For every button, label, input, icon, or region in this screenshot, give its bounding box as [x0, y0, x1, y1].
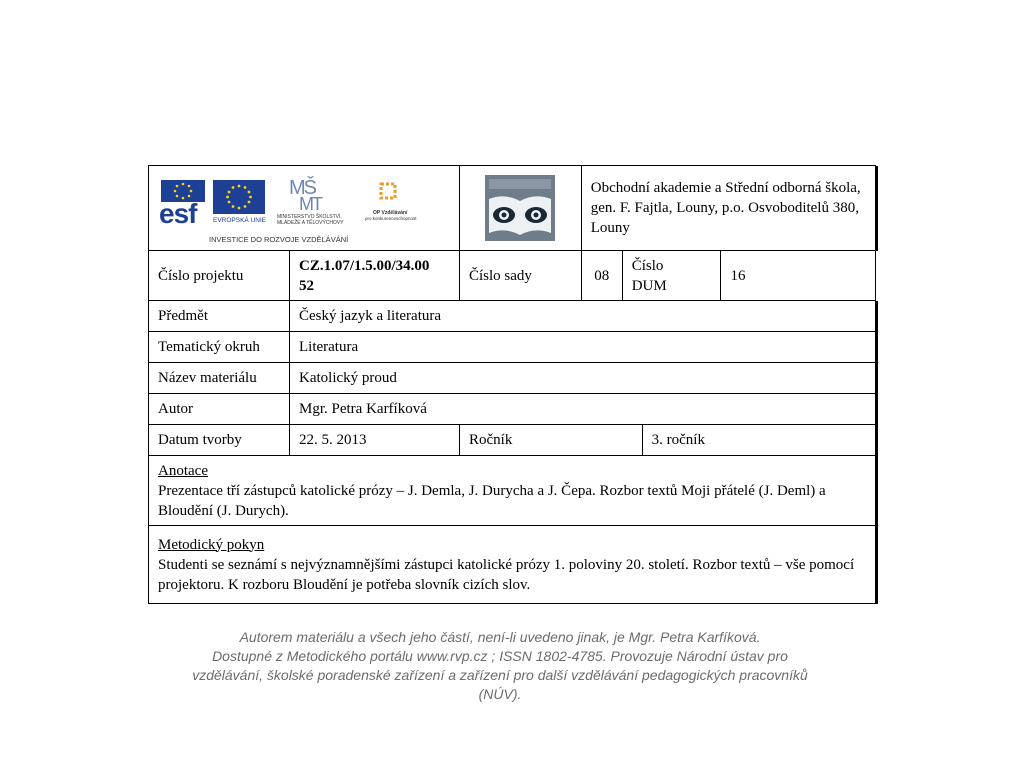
svg-text:MT: MT	[299, 194, 321, 214]
esf-logo-icon	[159, 180, 205, 229]
nazev-materialu-value-cell	[290, 363, 876, 394]
footer-line-3: vzdělávání, školské poradenské zařízení a zařízení pro další vzdělávání pedagogických pracovníků	[192, 667, 808, 683]
predmet-label: Předmět	[158, 308, 208, 324]
nazev-materialu-label-cell	[149, 363, 290, 394]
footer-line-2: Dostupné z Metodického portálu www.rvp.cz ; ISSN 1802-4785. Provozuje Národní ústav pro	[212, 648, 788, 664]
autor-row	[149, 394, 876, 425]
metodicky-pokyn-row	[149, 526, 876, 604]
school-logo-cell	[460, 166, 582, 251]
anotace-row	[149, 456, 876, 526]
predmet-label-cell	[149, 301, 290, 332]
tematicky-okruh-value: Literatura	[299, 339, 359, 355]
datum-tvorby-label: Datum tvorby	[158, 432, 242, 448]
svg-text:MINISTERSTVO ŠKOLSTVÍ,: MINISTERSTVO ŠKOLSTVÍ,	[277, 214, 342, 220]
cislo-sady-value-cell	[581, 251, 622, 301]
metodicky-pokyn-label: Metodický pokyn	[158, 536, 265, 553]
school-name: Obchodní akademie a Střední odborná škola, gen. F. Fajtla, Louny, p.o. Osvoboditelů 380, Louny	[590, 180, 861, 236]
anotace-label: Anotace	[158, 462, 208, 479]
datum-tvorby-row	[149, 425, 876, 456]
cislo-dum-label-cell	[622, 251, 721, 301]
rocnik-label-cell	[460, 425, 643, 456]
cislo-dum-label-line1: Číslo	[631, 257, 664, 274]
datum-tvorby-value: 22. 5. 2013	[299, 432, 367, 448]
autor-value: Mgr. Petra Karfíková	[299, 401, 427, 417]
rocnik-value-cell	[642, 425, 875, 456]
metadata-table	[148, 165, 876, 604]
svg-text:MŠ: MŠ	[289, 177, 315, 199]
project-row	[149, 251, 876, 301]
svg-text:EVROPSKÁ UNIE: EVROPSKÁ UNIE	[213, 217, 267, 224]
nazev-materialu-value: Katolický proud	[299, 370, 397, 386]
nazev-materialu-label: Název materiálu	[158, 370, 257, 386]
svg-text:OP Vzdělávání: OP Vzdělávání	[373, 210, 408, 216]
cislo-projektu-label: Číslo projektu	[158, 267, 244, 284]
tematicky-okruh-label: Tematický okruh	[158, 339, 260, 355]
tematicky-okruh-value-cell	[290, 332, 876, 363]
rocnik-value: 3. ročník	[651, 432, 705, 448]
predmet-value: Český jazyk a literatura	[299, 308, 442, 324]
school-logo-icon	[485, 175, 555, 241]
msmt-logo-icon	[277, 176, 344, 226]
footer-credits	[150, 628, 850, 704]
investice-text: INVESTICE DO ROZVOJE VZDĚLÁVÁNÍ	[209, 235, 349, 244]
svg-text:MLÁDEŽE A TĚLOVÝCHOVY: MLÁDEŽE A TĚLOVÝCHOVY	[277, 220, 344, 226]
cislo-projektu-value-line2: 52	[299, 277, 314, 294]
anotace-text: Prezentace tří zástupců katolické prózy – J. Demla, J. Durycha a J. Čepa. Rozbor textů Moji přátelé (J. Deml) a Bloudění (J. Durych).	[158, 482, 826, 519]
metodicky-pokyn-cell	[149, 526, 876, 604]
tematicky-okruh-row	[149, 332, 876, 363]
cislo-sady-value: 08	[594, 267, 610, 284]
cislo-dum-label-line2: DUM	[631, 277, 667, 294]
cislo-projektu-label-cell	[149, 251, 290, 301]
cislo-sady-label: Číslo sady	[469, 267, 532, 284]
eu-logo-strip-cell	[149, 166, 460, 251]
predmet-value-cell	[290, 301, 876, 332]
eu-flag-icon	[213, 180, 267, 224]
op-logo-icon	[365, 184, 417, 221]
eu-logo-strip	[149, 166, 459, 250]
svg-text:pro konkurenceschopnost: pro konkurenceschopnost	[365, 216, 417, 221]
autor-value-cell	[290, 394, 876, 425]
autor-label-cell	[149, 394, 290, 425]
footer-line-1: Autorem materiálu a všech jeho částí, není-li uvedeno jinak, je Mgr. Petra Karfíková.	[239, 629, 761, 645]
predmet-row	[149, 301, 876, 332]
eu-logos-image	[149, 166, 449, 250]
nazev-materialu-row	[149, 363, 876, 394]
svg-text:esf: esf	[159, 198, 197, 229]
cislo-dum-value-cell	[721, 251, 876, 301]
school-name-cell	[581, 166, 875, 251]
cislo-projektu-value-line1: CZ.1.07/1.5.00/34.00	[299, 257, 430, 274]
cislo-projektu-value-cell	[290, 251, 460, 301]
metodicky-pokyn-text: Studenti se seznámí s nejvýznamnějšími zástupci katolické prózy 1. poloviny 20. století. Rozbor textů – vše pomocí projektoru. K rozboru Bloudění je potřeba slovník cizích slov.	[158, 556, 855, 593]
cislo-sady-label-cell	[460, 251, 582, 301]
tematicky-okruh-label-cell	[149, 332, 290, 363]
header-row	[149, 166, 876, 251]
footer-line-4: (NÚV).	[478, 686, 522, 702]
rocnik-label: Ročník	[469, 432, 513, 448]
datum-tvorby-label-cell	[149, 425, 290, 456]
anotace-cell	[149, 456, 876, 526]
datum-tvorby-value-cell	[290, 425, 460, 456]
autor-label: Autor	[158, 401, 193, 417]
cislo-dum-value: 16	[730, 267, 746, 284]
